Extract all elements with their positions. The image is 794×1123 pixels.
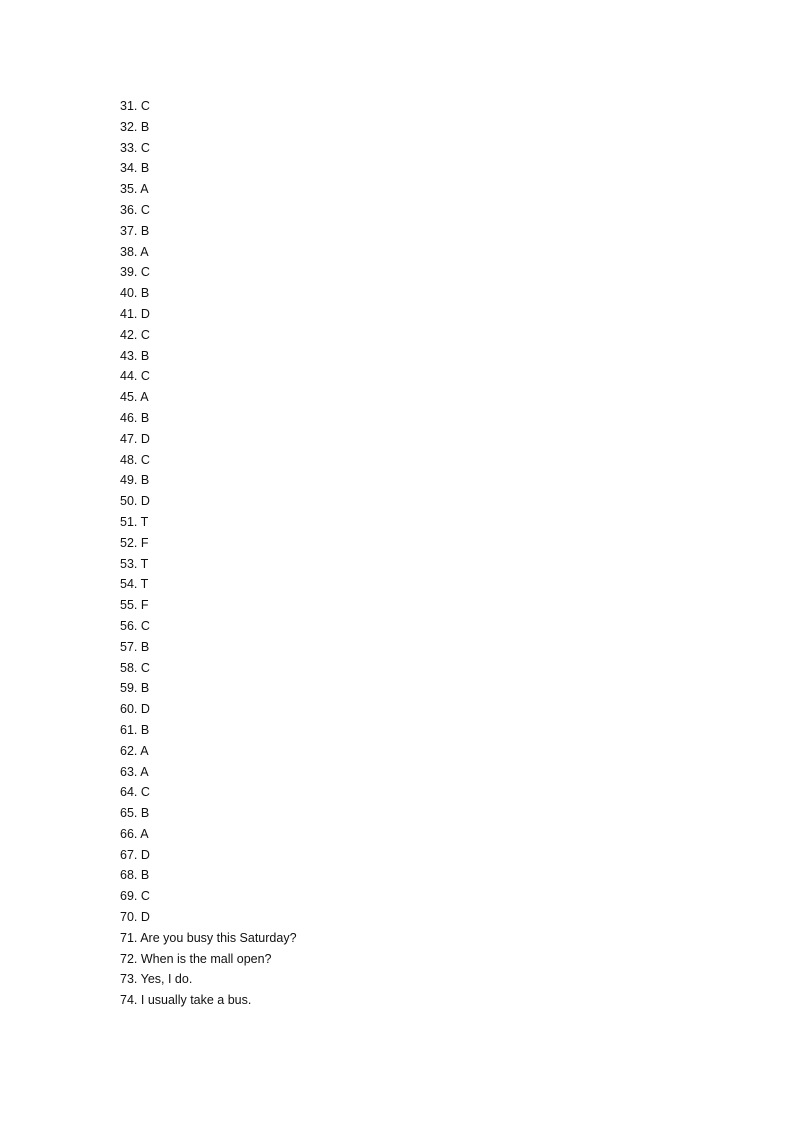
answer-text: B [140,806,150,821]
answer-text: A [140,390,149,405]
question-number: 54. [120,577,138,592]
question-number: 47. [120,431,138,446]
answer-text: C [140,369,150,384]
answer-text: B [140,868,150,883]
answer-text: C [140,265,150,280]
answer-item [120,429,297,450]
answer-text: B [140,681,150,696]
answer-text: A [140,182,149,197]
answer-item [120,450,297,471]
question-number: 72. [120,951,138,966]
answer-text: C [140,785,150,800]
question-number: 43. [120,348,138,363]
answer-item [120,969,297,990]
answer-text: T [140,514,149,529]
answer-text: D [140,847,150,862]
question-number: 68. [120,868,138,883]
answer-text: B [140,119,150,134]
answer-text: D [140,306,150,321]
question-number: 59. [120,681,138,696]
question-number: 65. [120,806,138,821]
answer-item [120,658,297,679]
answer-item [120,678,297,699]
answer-text: B [140,473,150,488]
answer-text: A [140,743,149,758]
question-number: 74. [120,993,138,1008]
answer-item [120,283,297,304]
question-number: 49. [120,473,138,488]
answer-text: C [140,660,150,675]
question-number: 48. [120,452,138,467]
question-number: 52. [120,535,138,550]
question-number: 56. [120,618,138,633]
question-number: 44. [120,369,138,384]
answer-text: B [140,639,150,654]
question-number: 70. [120,910,138,925]
answer-item [120,886,297,907]
question-number: 53. [120,556,138,571]
answer-item [120,533,297,554]
question-number: 41. [120,306,138,321]
answer-item [120,138,297,159]
answer-text: Are you busy this Saturday? [140,930,297,945]
answer-item [120,637,297,658]
answer-text: B [140,410,150,425]
answer-text: F [140,598,149,613]
answer-item [120,574,297,595]
answer-item [120,741,297,762]
question-number: 33. [120,140,138,155]
answer-text: T [140,577,149,592]
answer-item [120,366,297,387]
answer-item [120,824,297,845]
answer-item [120,96,297,117]
answer-text: B [140,722,150,737]
answer-text: B [140,286,150,301]
answer-text: C [140,140,150,155]
answer-item [120,470,297,491]
answer-item [120,512,297,533]
answer-item [120,720,297,741]
answer-item [120,346,297,367]
answer-text: C [140,618,150,633]
question-number: 39. [120,265,138,280]
answer-item [120,117,297,138]
question-number: 42. [120,327,138,342]
answer-item [120,845,297,866]
answer-item [120,699,297,720]
question-number: 67. [120,847,138,862]
answer-item [120,803,297,824]
question-number: 57. [120,639,138,654]
answer-text: B [140,348,150,363]
question-number: 61. [120,722,138,737]
question-number: 63. [120,764,138,779]
answer-text: A [140,826,149,841]
answer-text: I usually take a bus. [140,993,252,1008]
question-number: 58. [120,660,138,675]
answer-item [120,242,297,263]
question-number: 50. [120,494,138,509]
answer-text: C [140,202,150,217]
answer-text: Yes, I do. [140,972,193,987]
answer-text: D [140,702,150,717]
question-number: 73. [120,972,138,987]
question-number: 55. [120,598,138,613]
answer-item [120,179,297,200]
answer-item [120,200,297,221]
answer-item [120,928,297,949]
answer-text: B [140,161,150,176]
answer-item [120,907,297,928]
answer-text: D [140,494,150,509]
question-number: 64. [120,785,138,800]
question-number: 32. [120,119,138,134]
answer-item [120,554,297,575]
answer-text: A [140,244,149,259]
answer-item [120,782,297,803]
answer-item [120,762,297,783]
answer-text: When is the mall open? [140,951,272,966]
answer-text: C [140,889,150,904]
answer-text: C [140,452,150,467]
answer-item [120,408,297,429]
answer-text: D [140,910,150,925]
question-number: 36. [120,202,138,217]
question-number: 62. [120,743,138,758]
answer-item [120,595,297,616]
question-number: 37. [120,223,138,238]
answer-item [120,262,297,283]
answer-item [120,158,297,179]
answer-item [120,304,297,325]
answer-text: F [140,535,149,550]
answer-item [120,325,297,346]
question-number: 38. [120,244,138,259]
answer-item [120,616,297,637]
question-number: 45. [120,390,138,405]
answer-text: C [140,99,150,113]
question-number: 31. [120,99,138,113]
question-number: 60. [120,702,138,717]
answer-item [120,865,297,886]
question-number: 66. [120,826,138,841]
answer-text: D [140,431,150,446]
answer-item [120,990,297,1011]
answer-item [120,949,297,970]
question-number: 51. [120,514,138,529]
answer-text: T [140,556,149,571]
answer-text: A [140,764,149,779]
answer-item [120,491,297,512]
question-number: 71. [120,930,138,945]
answer-text: C [140,327,150,342]
question-number: 69. [120,889,138,904]
answer-item [120,221,297,242]
answer-text: B [140,223,150,238]
question-number: 34. [120,161,138,176]
question-number: 46. [120,410,138,425]
answer-key-list [120,96,297,1011]
answer-item [120,387,297,408]
question-number: 35. [120,182,138,197]
question-number: 40. [120,286,138,301]
